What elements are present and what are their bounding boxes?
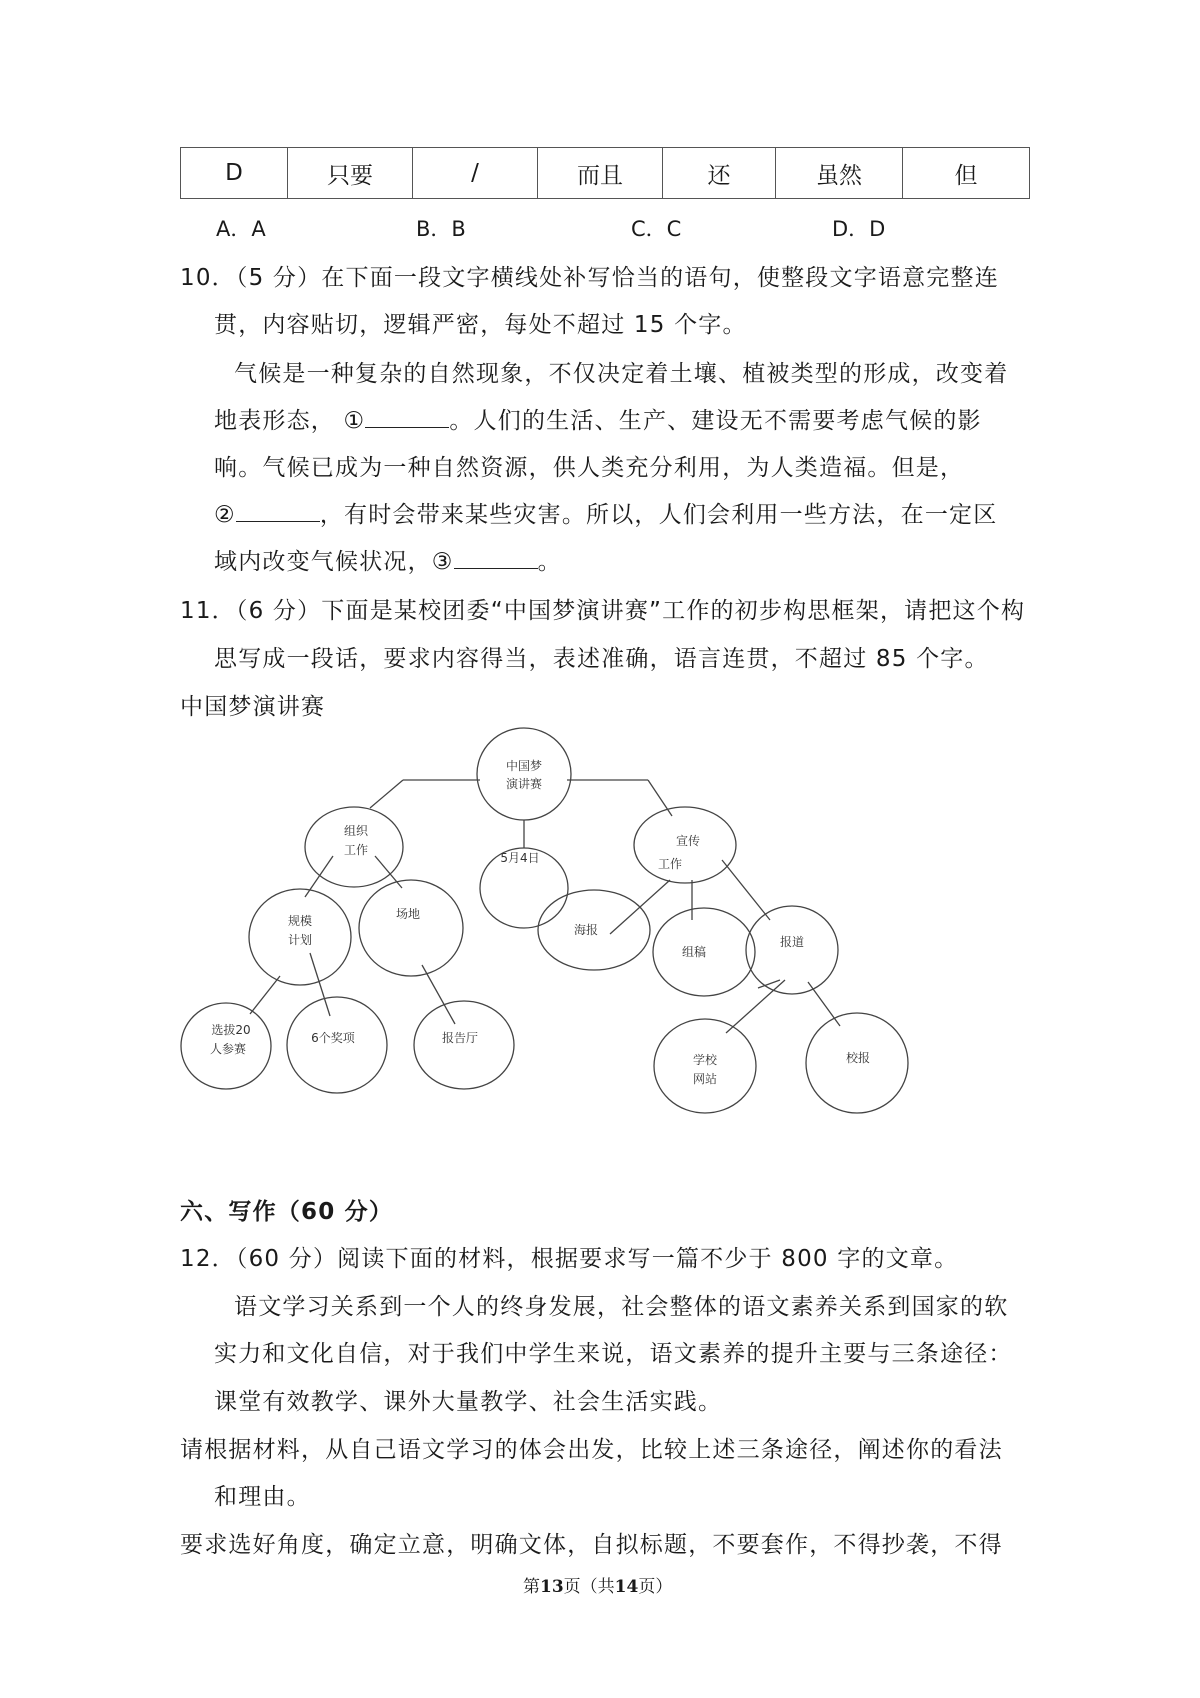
node-hall [414, 1001, 514, 1089]
q10-text: 。 [537, 549, 562, 575]
q12-requirement-line1: 请根据材料，从自己语文学习的体会出发，比较上述三条途径，阐述你的看法 [180, 1437, 1003, 1463]
node-awards [287, 997, 387, 1093]
edge [808, 982, 840, 1026]
edge [726, 980, 785, 1033]
node-root-label: 中国梦 [505, 759, 543, 773]
node-scale-label: 规模 [287, 914, 313, 928]
edge [648, 780, 672, 816]
choice-a: A．A [216, 217, 266, 241]
q12-material-line2: 实力和文化自信，对于我们中学生来说，语文素养的提升主要与三条途径： [214, 1341, 1013, 1367]
node-website-label: 学校 [692, 1053, 718, 1067]
edge [722, 860, 770, 920]
q10-text: 地表形态， ① [214, 408, 366, 434]
q10-paragraph-line1: 气候是一种复杂的自然现象，不仅决定着土壤、植被类型的形成，改变着 [234, 361, 1009, 387]
node-venue [359, 880, 463, 976]
node-website-label: 网站 [692, 1072, 718, 1086]
page-total: 14 [614, 1577, 639, 1597]
footer-text: 页） [638, 1577, 673, 1597]
node-org-label: 工作 [343, 843, 369, 857]
node-hall-label: 报告厅 [441, 1031, 479, 1045]
table-cell: D [181, 148, 288, 199]
node-venue-label: 场地 [395, 907, 421, 921]
edge [375, 856, 402, 888]
q10-line1: 10．（5 分）在下面一段文字横线处补写恰当的语句，使整段文字语意完整连 [180, 265, 999, 291]
choice-c: C．C [631, 217, 682, 241]
q12-line1: 12．（60 分）阅读下面的材料，根据要求写一篇不少于 800 字的文章。 [180, 1246, 959, 1272]
section-heading: 六、写作（60 分） [180, 1199, 394, 1225]
choice-d: D．D [832, 217, 886, 241]
table-cell: 还 [663, 148, 776, 199]
q10-paragraph-line3: 响。气候已成为一种自然资源，供人类充分利用，为人类造福。但是， [214, 455, 965, 481]
table-cell: / [413, 148, 538, 199]
node-org-label: 组织 [343, 824, 369, 838]
q10-line2: 贯，内容贴切，逻辑严密，每处不超过 15 个字。 [214, 312, 747, 338]
q11-line1: 11．（6 分）下面是某校团委“中国梦演讲赛”工作的初步构思框架，请把这个构 [180, 598, 1026, 624]
node-date-label: 5月4日 [500, 851, 540, 865]
q12-requirement-line3: 要求选好角度，确定立意，明确文体，自拟标题，不要套作，不得抄袭，不得 [180, 1532, 1003, 1558]
q10-text: 域内改变气候状况，③ [214, 549, 454, 575]
node-paper-label: 校报 [845, 1051, 871, 1065]
table-cell: 而且 [538, 148, 663, 199]
q12-material-line3: 课堂有效教学、课外大量教学、社会生活实践。 [214, 1389, 723, 1415]
node-select-label: 人参赛 [209, 1042, 247, 1056]
table-cell: 只要 [288, 148, 413, 199]
node-poster-label: 海报 [573, 923, 599, 937]
choice-b: B．B [416, 217, 466, 241]
table-cell: 但 [903, 148, 1030, 199]
q10-text: 。人们的生活、生产、建设无不需要考虑气候的影 [449, 408, 982, 434]
node-root-label: 演讲赛 [505, 777, 543, 791]
footer-text: 页（共 [563, 1577, 615, 1597]
table-cell: 虽然 [776, 148, 903, 199]
node-scale-label: 计划 [287, 933, 313, 947]
edge [250, 976, 280, 1014]
node-pub-label: 宣传 [675, 834, 701, 848]
node-select-label: 选拔20 [211, 1023, 251, 1037]
q10-text: ② [214, 502, 236, 528]
q12-material-line1: 语文学习关系到一个人的终身发展，社会整体的语文素养关系到国家的软 [234, 1294, 1009, 1320]
node-report [746, 906, 838, 994]
q12-requirement-line2: 和理由。 [214, 1484, 311, 1510]
q10-text: ，有时会带来某些灾害。所以，人们会利用一些方法，在一定区 [319, 502, 998, 528]
edge [310, 953, 330, 1016]
node-awards-label: 6个奖项 [311, 1031, 355, 1045]
diagram-title: 中国梦演讲赛 [180, 694, 326, 720]
edge [370, 780, 403, 808]
q11-line2: 思写成一段话，要求内容得当，表述准确，语言连贯，不超过 85 个字。 [214, 646, 989, 672]
page-number: 13 [540, 1577, 564, 1597]
node-report-label: 报道 [779, 935, 805, 949]
footer-text: 第 [523, 1577, 540, 1597]
node-organize-label: 组稿 [681, 945, 707, 959]
node-pub-label: 工作 [657, 857, 683, 871]
page-footer [523, 1572, 672, 1597]
node-root [477, 728, 571, 820]
